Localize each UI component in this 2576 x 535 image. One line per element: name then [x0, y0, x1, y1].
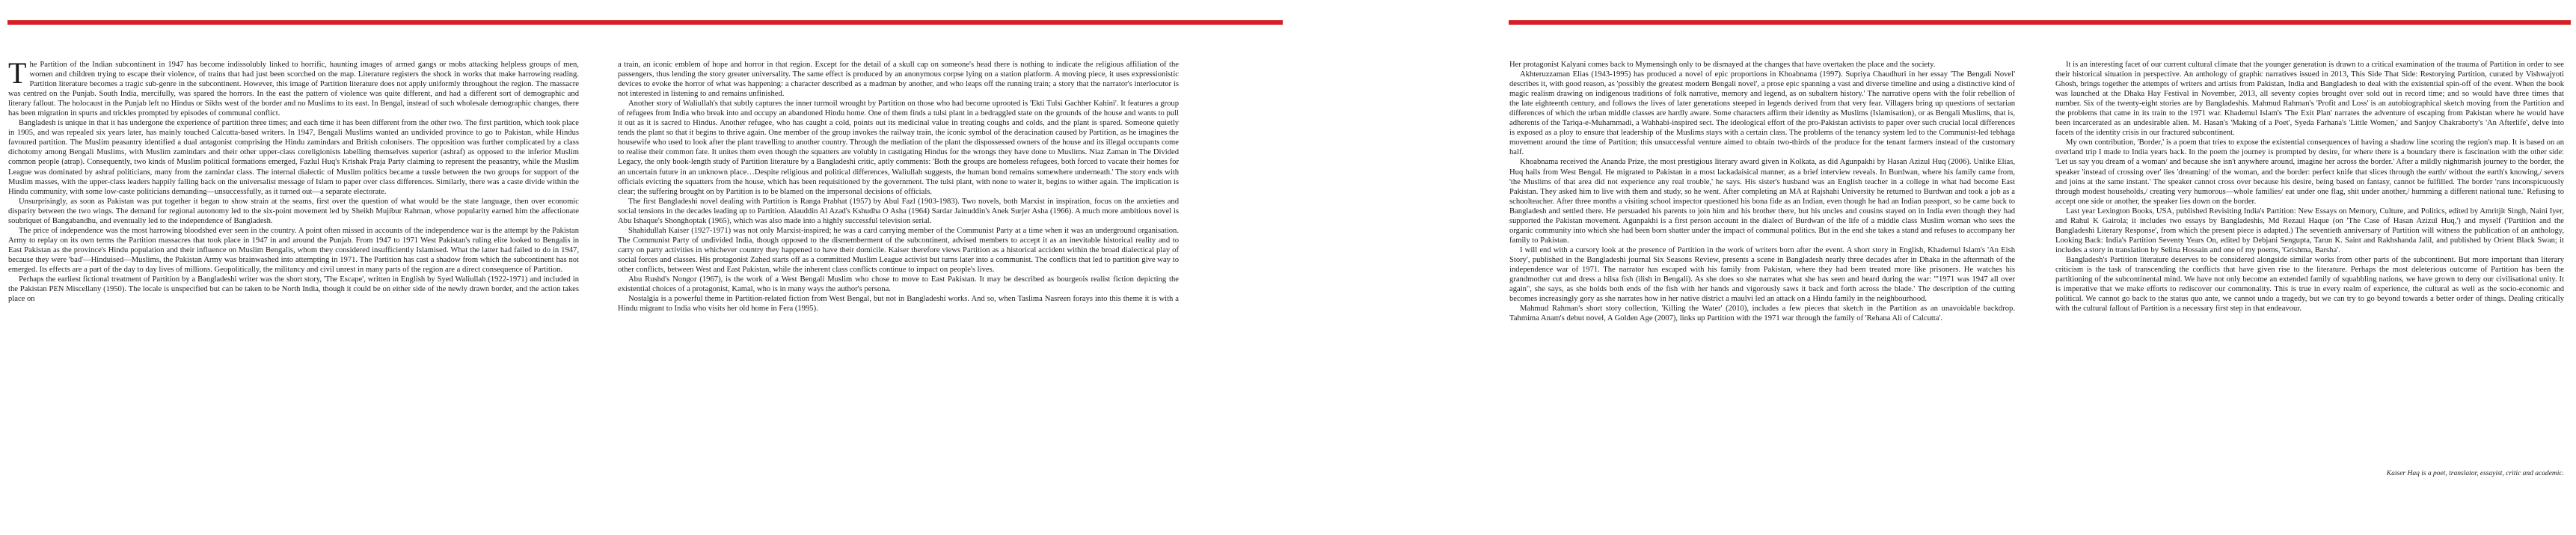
paragraph: Unsurprisingly, as soon as Pakistan was put together it began to show strain at the seams, first over the question of what would be the state language, then over economic disparity between the two wings. The demand for regional autonomy led to the six-point movement led by Sheikh Mujibur Rahman, whose popularity earned him the affectionate soubriquet of Bangabandhu, and eventually led to the independence of Bangladesh. [8, 197, 579, 225]
paragraph: My own contribution, 'Border,' is a poem that tries to expose the existential consequences of having a shadow line scoring the region's map. It is based on an overland trip I made to India years back. In the poem the journey is prompted by desire, for where there is a boundary there is fascination with the other side: 'Let us say you dream of a woman/ and because she isn't anywhere around, imagine her across the border.' After a mildly nightmarish journey to the border, the speaker 'instead of crossing over' lies 'dreaming/ of the woman, and the border: perfect knife that slices through the earth/ without the earth's knowing,/ severs and joins at the same instant.' The speaker cannot cross over because his desire, being based on fantasy, cannot be fulfilled. The border 'runs inconspicuously through modest households,/ creating very humorous—whole families/ eat under one flag, shit under another,/ humming a different national tune.' Refusing to accept one side or another, the speaker lies down on the border. [2055, 138, 2564, 206]
paragraph: Khoabnama received the Ananda Prize, the most prestigious literary award given in Kolkata, as did Agunpakhi by Hasan Azizul Huq (2006). Unlike Elias, Huq hails from West Bengal. He migrated to Pakistan in a most lackadaisical manner, as a brief interview reveals. In Burdwan, where his family came from, 'the Muslims of that area did not experience any real trouble,' he says. His sister's husband was an English teacher in a college in what had become East Pakistan. They asked him to live with them and study, so he went. After completing an MA at Rajshahi University he returned to Burdwan and took a job as a schoolteacher. After three months a visiting school inspector questioned his bona fide as an Indian, even though he had an Indian passport, so he came back to Bangladesh and settled there. He persuaded his parents to join him and his brother there, but his uncles and cousins stayed on in India even though they had supported the Pakistan movement. Agunpakhi is a first person account in the dialect of Burdwan of the life of a middle class Muslim woman who sees the organic community into which she had been born shatter under the impact of communal politics. But in the end she takes a stand and refuses to accompany her family to Pakistan. [1509, 158, 2015, 245]
red-header-rule [1509, 20, 2571, 25]
paragraph: Bangladesh's Partition literature deserves to be considered alongside similar works from other parts of the subcontinent. But more important than literary criticism is the task of transcending the conflicts that have given rise to the literature. Perhaps the most deleterious outcome of Partition has been the partitioning of the subcontinental mind. We have not only become an extended family of squabbling nations, we have grown to deny our civilisational unity. It is imperative that we make efforts to rediscover our commonality. This is true in every realm of experience, the cultural as well as the socio-economic and political. We cannot go back to the status quo ante, we cannot undo a tragedy, but we can try to go beyond towards a better order of things. Dealing critically with the cultural fallout of Partition is a necessary first step in that endeavour. [2055, 255, 2564, 314]
paragraph: I will end with a cursory look at the presence of Partition in the work of writers born after the event. A short story in English, Khademul Islam's 'An Eish Story', published in the Bangladeshi journal Six Seasons Review, presents a scene in Bangladesh nearly three decades after in Dhaka in the aftermath of the independence war of 1971. The narrator has escaped with his family from Pakistan, where they had been treated more like prisoners. He watches his grandmother cut and dress a hilsa fish (ilish in Bengali). As she does so she narrates what she has seen and heard during the war: '"1971 was 1947 all over again", she says, as she holds both ends of the fish with her hands and vigorously saws it back and forth across the blade.' The description of the cutting becomes increasingly gory as she narrates how in her native district a maulvi led an attack on a Hindu family in the neighbourhood. [1509, 245, 2015, 304]
paragraph: Another story of Waliullah's that subtly captures the inner turmoil wrought by Partition on those who had become uprooted is 'Ekti Tulsi Gachher Kahini'. It features a group of refugees from India who break into and occupy an abandoned Hindu home. One of them finds a tulsi plant in a bedraggled state on the grounds of the house and wants to pull it out as it is sacred to Hindus. Another refugee, who has caught a cold, points out its medicinal value in treating coughs and colds, and the plant is spared. Someone quietly tends the plant so that it begins to thrive again. One member of the group invokes the railway train, the iconic symbol of the deracination caused by Partition, as he imagines the housewife who used to look after the plant travelling to another country. Through the mediation of the plant the dispossessed owners of the house and its illegal occupants come to realise their common fate. It unites them even though the squatters are volubly in castigating Hindus for the wrongs they have done to Muslims. Niaz Zaman in The Divided Legacy, the only book-length study of Partition literature by a Bangladeshi critic, aptly comments: 'Both the groups are homeless refugees, both forced to vacate their homes for an uncertain future in an unknown place…Despite religious and political differences, Waliullah suggests, the human bond remains somewhere underneath.' The story ends with officials evicting the squatters from the house, which has been requisitioned by the government. The tulsi plant, with none to water it, begins to wither again. The implication is clear; the suffering brought on by Partition is to be blamed on the impersonal decisions of officials. [618, 100, 1179, 196]
paragraph: The first Bangladeshi novel dealing with Partition is Ranga Prabhat (1957) by Abul Fazl (1903-1983). Two novels, both Marxist in inspiration, focus on the anxieties and social tensions in the decades leading up to Partition. Alauddin Al Azad's Kshudha O Asha (1964) Sardar Jainuddin's Anek Surjer Asha (1966). A much more ambitious novel is Abu Ishaque's Shonghoptak (1965), which was also made into a highly successful television serial. [618, 197, 1179, 225]
paragraph: Bangladesh is unique in that it has undergone the experience of partition three times; and each time it has been different from the other two. The first partition, which took place in 1905, and was repealed six years later, has mainly touched Calcutta-based writers. In 1947, Bengali Muslims wanted an undivided province to go to Pakistan, while Hindus favoured partition. The Muslim peasantry identified a dual antagonist comprising the Hindu zamindars and British colonisers. The opposition was further complicated by a class dichotomy among Bengali Muslims, with Muslim zamindars and their other upper-class coreligionists labelling themselves superior (ashraf) as opposed to the inferior Muslim common people (atrap). Consequently, two kinds of Muslim political formations emerged, Fazlul Huq's Krishak Praja Party claiming to represent the peasantry, while the Muslim League was dominated by ashraf politicians, many from the zamindar class. The internal dialectic of Muslim politics became a tussle between the two groups for support of the Muslim masses, with the upper-class leaders happily falling back on the universalist message of Islam to paper over class differences. Similarly, there was a caste divide within the Hindu community, with some low-caste politicians demanding—unsuccessfully, as it turned out—a separate electorate. [8, 119, 579, 196]
paragraph: Mahmud Rahman's short story collection, 'Killing the Water' (2010), includes a few pieces that sketch in the Partition as an unavoidable backdrop. Tahmima Anam's debut novel, A Golden Age (2007), links up Partition with the 1971 war through the family of 'Rehana Ali of Calcutta'. [1509, 305, 2015, 323]
paragraph: The price of independence was the most harrowing bloodshed ever seen in the country. A point often missed in accounts of the independence war is the attempt by the Pakistan Army to replay on its own terms the Partition massacres that took place in 1947 in and around the Punjab. From 1947 to 1971 West Pakistan's ruling elite looked to Bengalis in East Pakistan as the province's Hindu population and their influence on Muslim Bengalis, whom they considered insufficiently Islamised. What the latter had failed to do in 1947, because they were 'bad'—Hinduised—Muslims, the Pakistan Army was brainwashed into attempting in 1971. The Partition has cast a shadow from which the subcontinent has not emerged. Its effects are a part of the day to day lives of millions. Geopolitically, the militancy and civil unrest in many parts of the region are a direct consequence of Partition. [8, 226, 579, 274]
paragraph: It is an interesting facet of our current cultural climate that the younger generation is drawn to a critical examination of the trauma of Partition in order to see their historical situation in perspective. An anthology of graphic narratives issued in 2013, This Side That Side: Restorying Partition, curated by Vishwajyoti Ghosh, brings together the attempts of writers and artists from Pakistan, India and Bangladesh to deal with the existential spin-off of the event. When the book was launched at the Dhaka Hay Festival in November, 2013, all seventy copies brought over sold out in record time; and so would have three times that number. Six of the twenty-eight stories are by Bangladeshis. Mahmud Rahman's 'Profit and Loss' is an autobiographical sketch moving from the Partition and the problems that came in its train to the 1971 war. Khademul Islam's 'The Exit Plan' narrates the adventure of escaping from Pakistan where he would have been incarcerated as an undesirable alien. M. Hasan's 'Making of a Poet', Syeda Farhana's 'Little Women,' and Sanjoy Chakraborty's 'An Afterlife', delve into facets of the identity crisis in our fractured subcontinent. [2055, 61, 2564, 138]
paragraph: Abu Rushd's Nongor (1967), is the work of a West Bengali Muslim who chose to move to East Pakistan. It may be described as bourgeois realist fiction depicting the existential choices of a protagonist, Kamal, who is in many ways the author's persona. [618, 275, 1179, 294]
paragraph: Last year Lexington Books, USA, published Revisiting India's Partition: New Essays on Memory, Culture, and Politics, edited by Amritjit Singh, Naini Iyer, and Rahul K Gairola; it includes two essays by Bangladeshis, Md Rezaul Haque (on 'The Case of Hasan Azizul Huq,') and myself ('Partition and the Bangladeshi Literary Response', from which the present piece is adapted.) The seventieth anniversary of Partition will witness the publication of an anthology, Looking Back: India's Partition Seventy Years On, edited by Debjani Sengupta, Tarun K. Saint and Rakhshanda Jalil, and published by Orient Black Swan; it includes a story in translation by Selina Hossain and one of my poems, 'Grishma, Barsha'. [2055, 207, 2564, 254]
right-page [1288, 0, 2576, 535]
article-column-1 [8, 60, 579, 524]
paragraph: Perhaps the earliest fictional treatment of Partition by a Bangladeshi writer was the short story, 'The Escape', written in English by Syed Waliullah (1922-1971) and included in the Pakistan PEN Miscellany (1950). The locale is unspecified but can be taken to be North India, though it could be on either side of the newly drawn border, and the action takes place on [8, 275, 579, 304]
paragraph: Akhteruzzaman Elias (1943-1995) has produced a novel of epic proportions in Khoabnama (1997). Supriya Chaudhuri in her essay 'The Bengali Novel' describes it, with good reason, as 'possibly the greatest modern Bengali novel', a prose epic spanning a vast and diverse timeline and using a distinctive kind of magic realism drawing on indigenous traditions of folk narrative, memory and legend, as on subaltern history.' The narrative opens with the folir rebellion of the late eighteenth century, and follows the lives of later generations steeped in legends derived from that very fear. Villagers bring up questions of sectarian differences of which the urban middle classes are hardly aware. Some characters affirm their identity as Muslims (Islamisation), or as Bengali Muslims, that is, adherents of the Tariqa-e-Muhammadi, a Wahhabi-inspired sect. The ideological effort of the pro-Pakistan activists to paper over such crucial local differences is exposed as a ploy to ensure that leadership of the Muslims stays with a certain class. The problems of the tenancy system led to the Communist-led tebhaga movement around the time of Partition; this unsuccessful venture aimed to obtain two-thirds of the produce for the tenant farmers instead of the customary half. [1509, 70, 2015, 157]
paragraph: Shahidullah Kaiser (1927-1971) was not only Marxist-inspired; he was a card carrying member of the Communist Party at a time when it was an underground organisation. The Communist Party of undivided India, though opposed to the dismemberment of the subcontinent, advised members to accept it as an inevitable historical reality and to carry on party activities in whichever country they happened to have their domicile. Kaiser therefore views Partition as a historical accident within the broad dialectical play of social forces and classes. His protagonist Zahed starts off as a committed Muslim League activist but turns later into a communist. The conflicts that led to partition give way to other conflicts, between West and East Pakistan, while the inherent class conflicts continue to impact on people's lives. [618, 226, 1179, 274]
article-column-3 [1509, 60, 2015, 524]
paragraph: Nostalgia is a powerful theme in Partition-related fiction from West Bengal, but not in Bangladeshi works. And so, when Taslima Nasreen forays into this theme it is with a Hindu migrant to India who visits her old home in Fera (1995). [618, 295, 1179, 314]
red-header-rule [7, 20, 1283, 25]
article-column-2 [618, 60, 1179, 524]
article-column-4 [2055, 60, 2564, 524]
paragraph: Her protagonist Kalyani comes back to Mymensingh only to be dismayed at the changes that have overtaken the place and the society. [1509, 61, 1936, 69]
paragraph: a train, an iconic emblem of hope and horror in that region. Except for the detail of a skull cap on someone's head there is nothing to indicate the religious affiliation of the passengers, thus lending the story greater universality. The same effect is produced by an anonymous corpse lying on a station platform. A moving piece, it uses expressionistic devices to evoke the horror of what was happening: a character described as a madman by another, and who leaps off the running train; a story that the narrator's interlocutor is not interested in listening to and remains unfinished. [618, 61, 1179, 99]
paragraph: The Partition of the Indian subcontinent in 1947 has become indissolubly linked to horrific, haunting images of armed gangs or mobs attacking helpless groups of men, women and children trying to escape their violence, of trains that had just been scorched on the map. Literature registers the shock in works that make harrowing reading. Partition literature becomes a tragic sub-genre in the subcontinent. However, this image of Partition literature does not apply uniformly throughout the region. The massacre was centred on the Punjab. South India, mercifully, was spared the horrors. In the east the pattern of violence was quite different, and had a different sort of demographic and literary fallout. The holocaust in the Punjab left no Hindus or Sikhs west of the border and no Muslims to its east. In Bengal, instead of such wholesale demographic changes, there has been migration in spurts and trickles prompted by episodes of communal conflict. [8, 60, 579, 118]
author-byline: Kaiser Haq is a poet, translator, essayist, critic and academic. [2386, 470, 2564, 477]
drop-cap: T [8, 60, 27, 90]
